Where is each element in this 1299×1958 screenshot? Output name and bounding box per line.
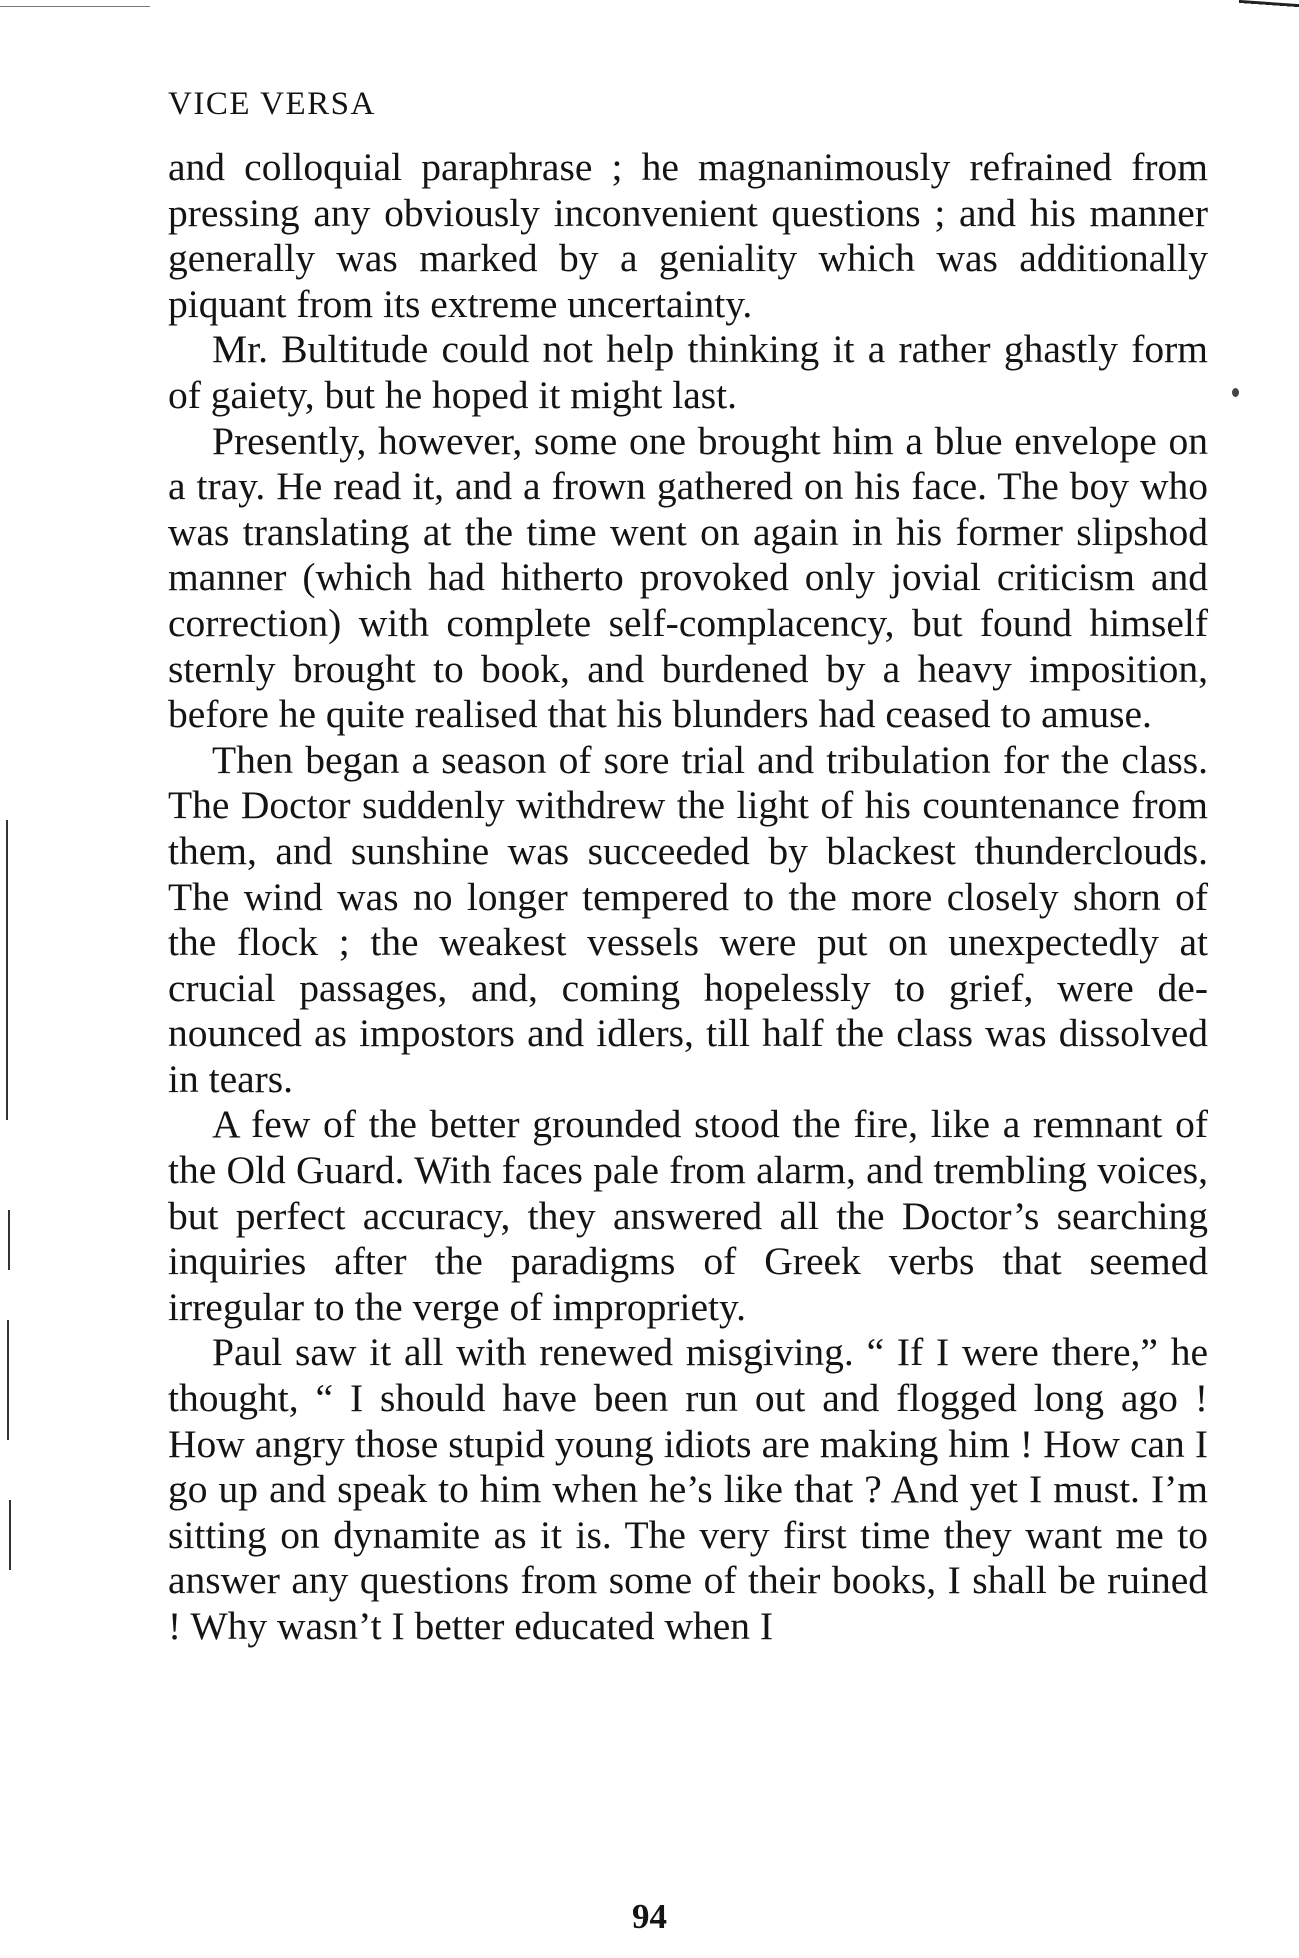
paragraph: A few of the better grounded stood the fire, like a remnant of the Old Guard. With faces pale from alarm, and trembling voices, but perfect accuracy, they answered all the Doctor’s searching inquiries after the paradigms of Greek verbs that seemed irregular to the verge of impropriety. — [168, 1102, 1208, 1329]
binding-shadow — [7, 1320, 9, 1440]
body-text — [168, 145, 1208, 1650]
ink-speck — [1232, 388, 1239, 397]
paragraph: Mr. Bultitude could not help thinking it a rather ghastly form of gaiety, but he hoped it might last. — [168, 327, 1208, 417]
binding-shadow — [8, 1210, 10, 1270]
paragraph: Paul saw it all with renewed misgiving. “ If I were there,” he thought, “ I should have been run out and flogged long ago ! How angry those stupid young idiots are making him ! How can I go up and speak to him when he’s like that ? And yet I must. I’m sitting on dynamite as it is. The very first time they want me to answer any questions from some of their books, I shall be ruined ! Why wasn’t I better educated when I — [168, 1330, 1208, 1648]
binding-shadow — [6, 820, 8, 1120]
binding-shadow — [9, 1500, 11, 1570]
page-edge-line — [0, 6, 150, 7]
paragraph: Then began a season of sore trial and tribulation for the class. The Doctor suddenly withdrew the light of his countenance from them, and sunshine was succeeded by blackest thunderclouds. The wind was no longer tempered to the more closely shorn of the flock ; the weakest vessels were put on unexpectedly at crucial passages, and, coming hopelessly to grief, were de-nounced as impostors and idlers, till half the class was dissolved in tears. — [168, 737, 1208, 1101]
paragraph: Presently, however, some one brought him a blue envelope on a tray. He read it, and a frown gathered on his face. The boy who was translating at the time went on again in his former slipshod manner (which had hitherto provoked only jovial criticism and correction) with complete self-complacency, but found himself sternly brought to book, and burdened by a heavy imposition, before he quite realised that his blunders had ceased to amuse. — [168, 418, 1208, 737]
paragraph: and colloquial paraphrase ; he magnanimously refrained from pressing any obviously inconvenient questions ; and his manner generally was marked by a geniality which was additionally piquant from its extreme uncertainty. — [168, 145, 1208, 326]
page-number: 94 — [632, 1897, 667, 1936]
corner-scan-mark — [1239, 0, 1299, 13]
running-head: VICE VERSA — [168, 86, 376, 122]
